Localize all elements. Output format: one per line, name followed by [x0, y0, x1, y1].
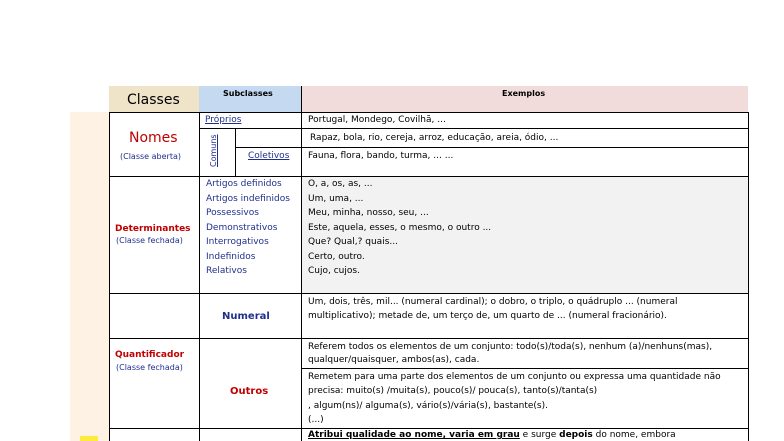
numeral-example: Um, dois, três, mil... (numeral cardinal); o dobro, o triplo, o quádruplo ... (numeral: [308, 297, 678, 307]
quantificador-note: (Classe fechada): [116, 363, 183, 372]
subclass-outros: Outros: [230, 386, 269, 397]
det-subclass: Interrogativos: [206, 237, 269, 247]
header-examples: Exemplos: [502, 89, 546, 98]
numeral-example: multiplicativo); metade de, um terço de, um quarto de ... (numeral fracionário).: [308, 311, 667, 321]
header-classes: Classes: [127, 92, 180, 108]
adjetivo-definition-bold2: depois: [559, 430, 593, 440]
subclass-proprios: Próprios: [205, 115, 242, 125]
outros-example: Referem todos os elementos de um conjunto: todo(s)/toda(s), nenhum (a)/nenhuns(mas),: [308, 342, 713, 352]
subclass-numeral: Numeral: [222, 311, 270, 322]
det-subclass: Relativos: [206, 266, 247, 276]
left-marker: [80, 436, 98, 441]
det-subclass: Artigos definidos: [206, 179, 282, 189]
det-example: Este, aquela, esses, o mesmo, o outro ...: [308, 223, 492, 233]
det-subclass: Indefinidos: [206, 252, 256, 262]
det-example: Um, uma, ...: [308, 194, 364, 204]
outros-example: precisa: muito(s) /muita(s), pouco(s)/ pouca(s), tanto(s)/tanta(s): [308, 386, 598, 396]
outros-example: Remetem para uma parte dos elementos de um conjunto ou expressa uma quantidade não: [308, 372, 721, 382]
subclass-coletivos: Coletivos: [248, 151, 290, 161]
det-example: Certo, outro.: [308, 252, 365, 262]
example-coletivos: Fauna, flora, bando, turma, ... ...: [308, 151, 454, 161]
adjetivo-definition-bold: Atribui qualidade ao nome, varia em grau: [308, 430, 520, 440]
nomes-title: Nomes: [129, 130, 178, 146]
determinantes-examples-bg: [301, 176, 748, 293]
determinantes-note: (Classe fechada): [116, 236, 183, 245]
example-proprios: Portugal, Mondego, Covilhã, ...: [308, 115, 446, 125]
example-comuns: Rapaz, bola, rio, cereja, arroz, educação, areia, ódio, ...: [310, 133, 559, 143]
subclass-comuns: Comuns: [209, 134, 218, 167]
det-subclass: Demonstrativos: [206, 223, 278, 233]
left-margin-column: [70, 112, 109, 441]
det-example: Que? Qual,? quais...: [308, 237, 398, 247]
adjetivo-definition-end: do nome, embora: [592, 430, 676, 440]
adjetivo-definition-mid: e surge: [519, 430, 560, 440]
header-subclasses: Subclasses: [223, 89, 273, 98]
det-example: O, a, os, as, ...: [308, 179, 373, 189]
outros-example: (...): [308, 415, 324, 425]
det-subclass: Possessivos: [206, 208, 259, 218]
determinantes-title: Determinantes: [115, 224, 191, 234]
det-subclass: Artigos indefinidos: [206, 194, 290, 204]
outros-example: , algum(ns)/ alguma(s), vário(s)/vária(s), bastante(s).: [308, 401, 548, 411]
det-example: Meu, minha, nosso, seu, ...: [308, 208, 429, 218]
outros-example: qualquer/quaisquer, ambos(as), cada.: [308, 355, 480, 365]
adjetivo-definition: [308, 430, 676, 441]
nomes-note: (Classe aberta): [120, 152, 181, 161]
quantificador-title: Quantificador: [115, 350, 185, 360]
det-example: Cujo, cujos.: [308, 266, 360, 276]
